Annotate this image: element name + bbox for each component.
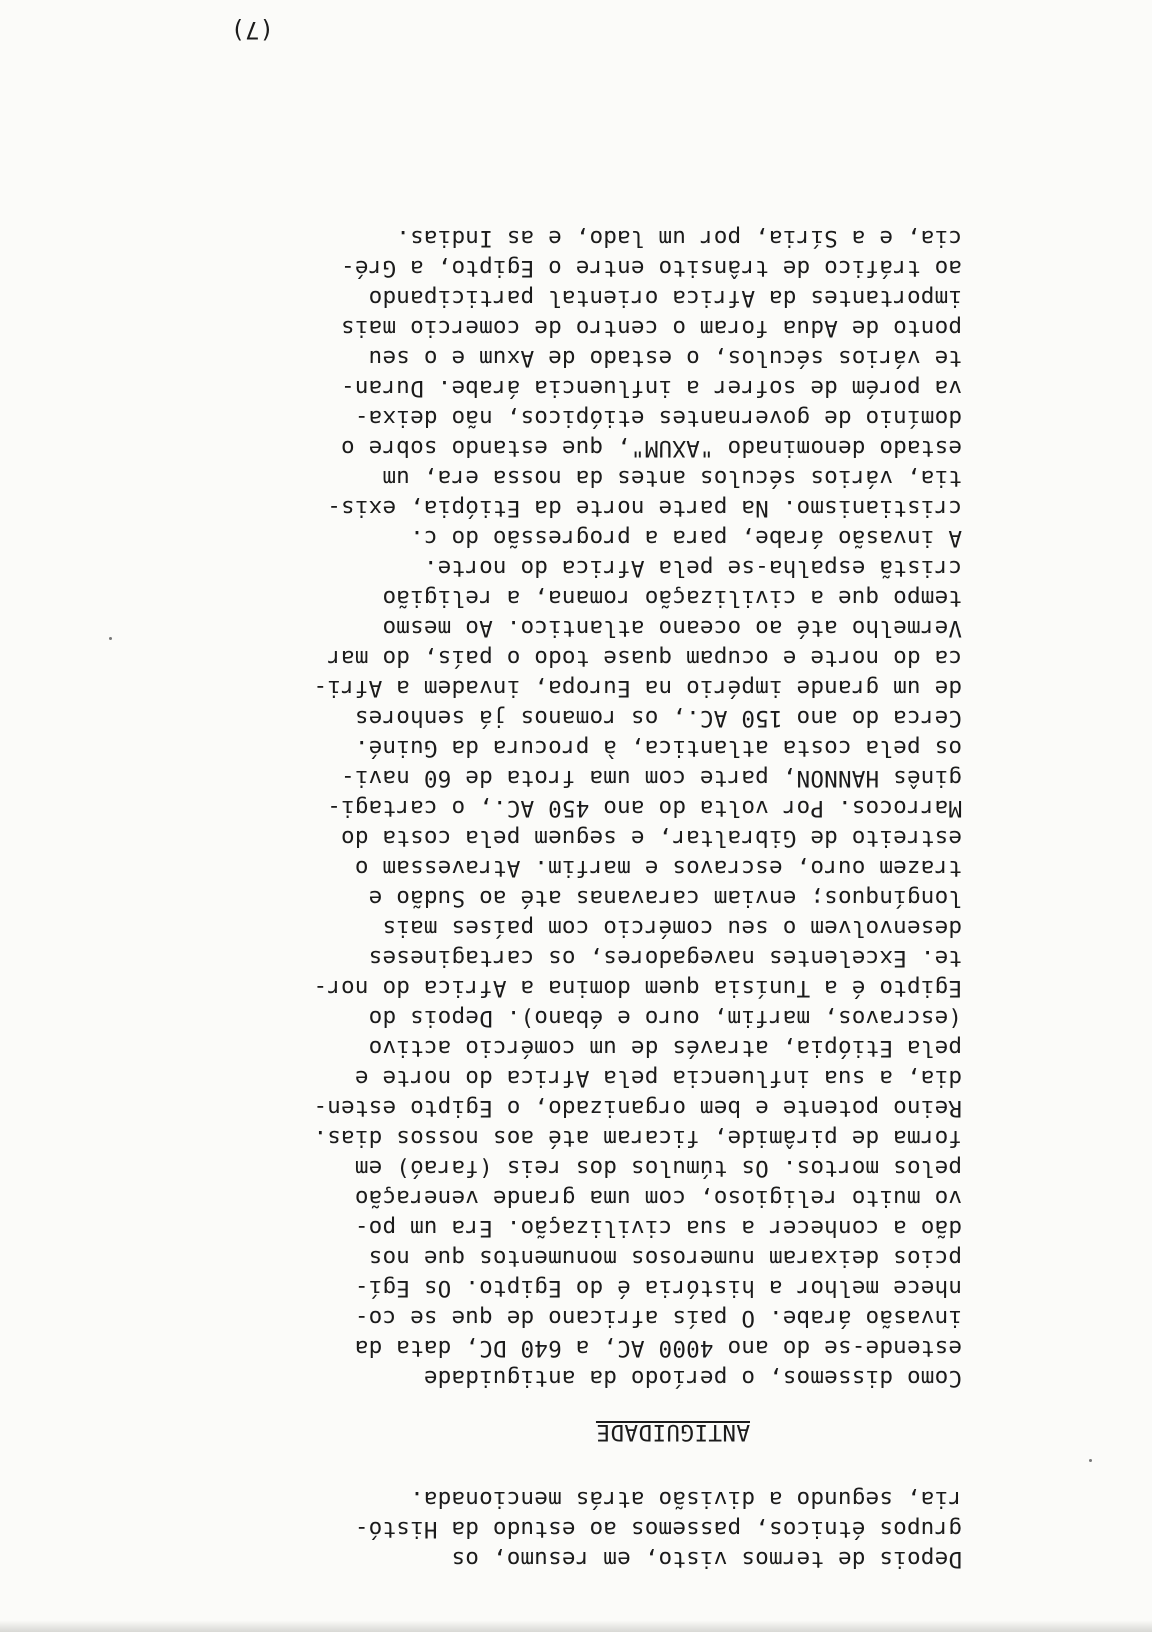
text-line-16: (escravos, marfim, ouro e ébano). Depois do: [368, 1005, 962, 1031]
text-line-3: ria, segundo a divisão atrás mencionada.: [409, 1486, 962, 1512]
text-line-31: cristã espalha-se pela Africa do norte.: [423, 555, 962, 581]
text-line-7: nhece melhor a história é do Egipto. Os Egí-: [354, 1275, 962, 1301]
text-line-24: ginês HANNON, parte com uma frota de 60 navi-: [340, 765, 962, 791]
text-line-30: tempo que a civilização romana, a religião: [382, 585, 962, 611]
text-line-13: Reino potente e bem organizado, o Egipto esten-: [313, 1095, 962, 1121]
text-line-5: estende-se do ano 4000 AC, a 640 DC, data da: [354, 1335, 962, 1361]
text-line-42: cia, e a Síria, por um lado, e as Indias.: [396, 225, 962, 251]
text-line-22: estreito de Gibraltar, e seguem pela costa do: [340, 825, 962, 851]
text-line-10: vo muito religioso, com uma grande veneração: [354, 1185, 962, 1211]
text-line-2: grupos étnicos, passemos ao estudo da Histó-: [354, 1516, 962, 1542]
text-line-9: dão a conhecer a sua civilização. Era um po-: [354, 1215, 962, 1241]
text-line-25: os pela costa atlantica, à procura da Guiné.: [354, 735, 962, 761]
text-line-1: Depois de termos visto, em resumo, os: [451, 1546, 962, 1572]
text-line-34: tia, vários séculos antes da nossa era, um: [382, 465, 962, 491]
text-line-32: A invasão árabe, para a progressão do c.: [409, 525, 962, 551]
scan-speck: [1089, 1459, 1092, 1462]
text-line-6: invasão árabe. O país africano de que se co-: [354, 1305, 962, 1331]
text-line-14: dia, a sua influencia pela Africa do norte e: [354, 1065, 962, 1091]
text-line-8: pcios deixaram numerosos monumentos que nos: [368, 1245, 962, 1271]
text-line-28: ca do norte e ocupam quase todo o país, do mar: [327, 645, 962, 671]
text-line-11: pelos mortos. Os túmulos dos reis (faraó) em: [354, 1155, 962, 1181]
text-line-4: Como dissemos, o período da antiguidade: [423, 1365, 962, 1391]
text-line-18: te. Excelentes navegadores, os cartagineses: [368, 945, 962, 971]
text-line-33: cristianismo. Na parte norte da Etiópia, exis-: [327, 495, 962, 521]
section-heading: ANTIGUIDADE: [595, 1419, 750, 1445]
text-line-21: trazem ouro, escravos e marfim. Atravessam o: [354, 855, 962, 881]
text-line-27: de um grande império na Europa, invadem a Afri-: [313, 675, 962, 701]
text-line-36: domínio de governantes etiópicos, não deixa-: [354, 405, 962, 431]
text-line-23: Marrocos. Por volta do ano 450 AC., o cartagi-: [327, 795, 962, 821]
text-line-20: longínquos; enviam caravanas até ao Sudão e: [368, 885, 962, 911]
text-line-17: Egipto é a Tunísia quem domina a Africa do nor-: [313, 975, 962, 1001]
text-line-35: estado denominado "AXUM", que estando sobre o: [340, 435, 962, 461]
text-line-29: Vermelho até ao oceano atlantico. Ao mesmo: [382, 615, 962, 641]
text-line-40: importantes da Africa oriental participando: [368, 285, 962, 311]
text-line-38: te vários séculos, o estado de Axum e o seu: [368, 345, 962, 371]
text-line-37: va porém de sofrer a influencia árabe. Duran-: [340, 375, 962, 401]
text-line-41: ao tráfico de trânsito entre o Egipto, a Gré-: [340, 255, 962, 281]
page-edge-shadow: [0, 1620, 1152, 1632]
text-line-15: pela Etiópia, através de um comércio activo: [368, 1035, 962, 1061]
text-line-26: Cerca do ano 150 AC., os romanos já senhores: [354, 705, 962, 731]
text-line-12: forma de pirâmide, ficaram até aos nossos dias.: [313, 1125, 962, 1151]
scan-speck: [109, 637, 112, 640]
text-line-19: desenvolvem o seu comércio com países mais: [382, 915, 962, 941]
page-number: (7): [230, 16, 274, 44]
text-line-39: ponto de Adua foram o centro de comercio mais: [340, 315, 962, 341]
